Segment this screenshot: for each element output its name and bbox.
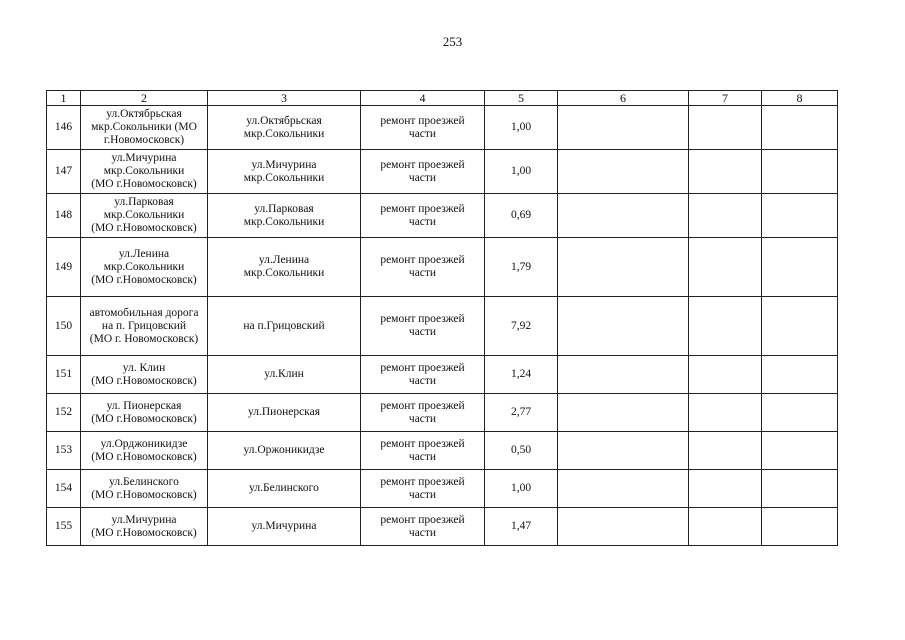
location-line: автомобильная дорога (89, 306, 199, 319)
empty-cell (558, 356, 689, 394)
length-cell: 1,24 (485, 356, 558, 394)
object-cell (208, 106, 361, 150)
object-line: ул.Ленина (258, 254, 310, 266)
location-cell (81, 150, 208, 194)
row-number: 154 (47, 470, 81, 508)
work-type-cell (361, 508, 485, 546)
column-header: 4 (361, 91, 485, 106)
location-cell (81, 470, 208, 508)
length-cell: 1,79 (485, 238, 558, 297)
location-cell (81, 106, 208, 150)
object-cell (208, 238, 361, 297)
work-line: ремонт проезжей (380, 202, 465, 215)
location-line: ул.Парковая (114, 196, 174, 208)
location-line: (МО г.Новомосковск) (91, 488, 197, 501)
empty-cell (689, 432, 762, 470)
empty-cell (689, 394, 762, 432)
empty-cell (689, 470, 762, 508)
empty-cell (762, 470, 838, 508)
location-cell (81, 394, 208, 432)
object-line: ул.Мичурина (251, 520, 317, 532)
work-line: ремонт проезжей (380, 254, 465, 266)
object-line: мкр.Сокольники (243, 171, 325, 184)
work-line: части (408, 127, 437, 140)
location-line: мкр.Сокольники (МО (91, 121, 197, 133)
location-line: (МО г.Новомосковск) (91, 412, 197, 425)
location-line: ул.Мичурина (111, 152, 177, 164)
location-line: ул.Мичурина (111, 513, 177, 526)
length-cell: 2,77 (485, 394, 558, 432)
column-header: 5 (485, 91, 558, 106)
work-line: части (408, 326, 437, 338)
row-number: 148 (47, 194, 81, 238)
location-line: мкр.Сокольники (103, 209, 185, 221)
location-line: ул. Пионерская (106, 399, 182, 412)
row-number: 147 (47, 150, 81, 194)
work-line: части (408, 267, 437, 279)
object-cell (208, 394, 361, 432)
object-cell (208, 470, 361, 508)
work-type-cell (361, 394, 485, 432)
row-number: 155 (47, 508, 81, 546)
object-line: ул.Белинского (249, 482, 319, 494)
empty-cell (689, 508, 762, 546)
work-line: ремонт проезжей (380, 313, 465, 325)
table-row (47, 106, 838, 150)
location-line: на п. Грицовский (101, 319, 187, 332)
empty-cell (558, 150, 689, 194)
work-line: ремонт проезжей (380, 513, 465, 526)
location-line: ул.Белинского (109, 475, 179, 488)
object-cell (208, 194, 361, 238)
object-line: ул.Оржоникидзе (243, 444, 325, 456)
empty-cell (762, 150, 838, 194)
location-cell (81, 432, 208, 470)
work-type-cell (361, 356, 485, 394)
length-cell: 1,47 (485, 508, 558, 546)
location-line: (МО г.Новомосковск) (91, 374, 197, 387)
object-line: ул.Клин (264, 368, 304, 380)
work-line: ремонт проезжей (380, 114, 465, 127)
work-type-cell (361, 470, 485, 508)
empty-cell (558, 106, 689, 150)
work-line: ремонт проезжей (380, 437, 465, 450)
empty-cell (762, 194, 838, 238)
object-line: ул.Парковая (254, 202, 314, 215)
object-line: ул.Мичурина (251, 158, 317, 171)
work-type-cell (361, 297, 485, 356)
location-cell (81, 508, 208, 546)
object-line: мкр.Сокольники (243, 267, 325, 279)
empty-cell (689, 238, 762, 297)
table-row (47, 150, 838, 194)
work-line: ремонт проезжей (380, 399, 465, 412)
work-type-cell (361, 194, 485, 238)
column-header: 8 (762, 91, 838, 106)
empty-cell (762, 394, 838, 432)
empty-cell (762, 106, 838, 150)
location-cell (81, 194, 208, 238)
length-cell: 1,00 (485, 106, 558, 150)
work-line: части (408, 526, 437, 539)
empty-cell (689, 150, 762, 194)
location-line: (МО г.Новомосковск) (91, 222, 197, 234)
work-type-cell (361, 150, 485, 194)
length-cell: 1,00 (485, 470, 558, 508)
row-number: 146 (47, 106, 81, 150)
page-number: 253 (442, 34, 463, 49)
work-line: части (408, 488, 437, 501)
empty-cell (558, 470, 689, 508)
object-line: мкр.Сокольники (243, 215, 325, 228)
work-type-cell (361, 432, 485, 470)
length-cell: 1,00 (485, 150, 558, 194)
work-line: части (408, 412, 437, 425)
empty-cell (762, 297, 838, 356)
work-line: части (408, 171, 437, 184)
location-line: ул. Клин (122, 361, 166, 374)
object-line: мкр.Сокольники (243, 127, 325, 140)
location-line: ул.Ленина (118, 247, 170, 260)
column-header: 6 (558, 91, 689, 106)
table-row (47, 194, 838, 238)
empty-cell (689, 106, 762, 150)
work-line: части (408, 450, 437, 463)
empty-cell (558, 297, 689, 356)
row-number: 150 (47, 297, 81, 356)
table-row (47, 508, 838, 546)
table-row (47, 470, 838, 508)
table-row (47, 356, 838, 394)
location-line: (МО г.Новомосковск) (91, 526, 197, 539)
location-cell (81, 297, 208, 356)
column-header: 2 (81, 91, 208, 106)
location-line: (МО г.Новомосковск) (91, 450, 197, 463)
location-line: ул.Орджоникидзе (100, 437, 188, 450)
location-cell (81, 356, 208, 394)
length-cell: 0,69 (485, 194, 558, 238)
column-header: 1 (47, 91, 81, 106)
empty-cell (558, 394, 689, 432)
object-line: ул.Октябрьская (246, 114, 322, 127)
table-row (47, 238, 838, 297)
object-line: ул.Пионерская (248, 406, 320, 418)
empty-cell (558, 238, 689, 297)
location-line: (МО г.Новомосковск) (91, 178, 197, 190)
table-row (47, 432, 838, 470)
empty-cell (762, 238, 838, 297)
row-number: 151 (47, 356, 81, 394)
work-type-cell (361, 106, 485, 150)
location-line: мкр.Сокольники (103, 260, 185, 273)
location-line: (МО г. Новомосковск) (89, 332, 199, 345)
length-cell: 0,50 (485, 432, 558, 470)
location-cell (81, 238, 208, 297)
object-cell (208, 432, 361, 470)
length-cell: 7,92 (485, 297, 558, 356)
location-line: мкр.Сокольники (103, 165, 185, 177)
table-row (47, 394, 838, 432)
empty-cell (558, 194, 689, 238)
work-line: части (408, 374, 437, 387)
table-row (47, 297, 838, 356)
empty-cell (558, 508, 689, 546)
road-repair-table (46, 90, 838, 546)
location-line: (МО г.Новомосковск) (91, 273, 197, 286)
location-line: ул.Октябрьская (106, 108, 182, 120)
row-number: 152 (47, 394, 81, 432)
location-line: г.Новомосковск) (103, 134, 185, 146)
row-number: 149 (47, 238, 81, 297)
object-cell (208, 508, 361, 546)
object-cell (208, 150, 361, 194)
work-line: ремонт проезжей (380, 361, 465, 374)
empty-cell (558, 432, 689, 470)
object-cell (208, 356, 361, 394)
object-cell (208, 297, 361, 356)
work-type-cell (361, 238, 485, 297)
empty-cell (689, 194, 762, 238)
empty-cell (689, 297, 762, 356)
column-header: 3 (208, 91, 361, 106)
object-line: на п.Грицовский (243, 319, 325, 332)
empty-cell (689, 356, 762, 394)
work-line: части (408, 215, 437, 228)
column-header: 7 (689, 91, 762, 106)
work-line: ремонт проезжей (380, 158, 465, 171)
empty-cell (762, 356, 838, 394)
empty-cell (762, 432, 838, 470)
work-line: ремонт проезжей (380, 475, 465, 488)
row-number: 153 (47, 432, 81, 470)
header-row (47, 91, 838, 106)
empty-cell (762, 508, 838, 546)
